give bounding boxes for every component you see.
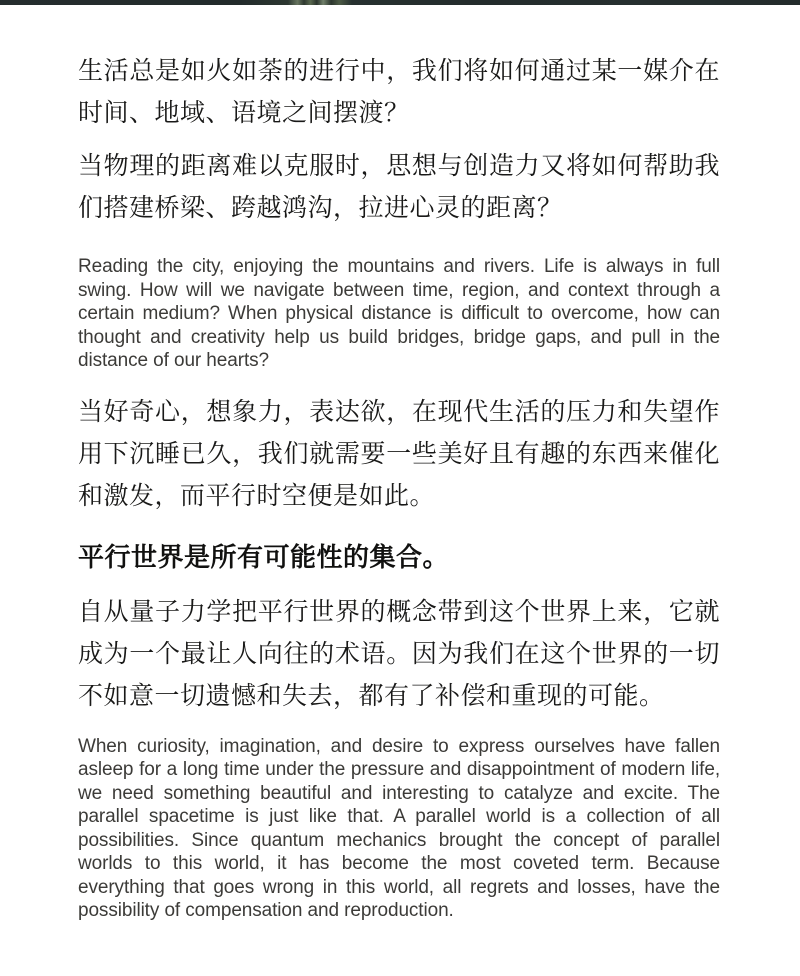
paragraph-zh-body-1: 当好奇心，想象力，表达欲，在现代生活的压力和失望作用下沉睡已久，我们就需要一些美好且有趣的东西来催化和激发，而平行时空便是如此。 (78, 397, 720, 510)
paragraph-zh-intro-2: 当物理的距离难以克服时，思想与创造力又将如何帮助我们搭建桥梁、跨越鸿沟，拉进心灵的距离？ (78, 152, 720, 222)
heading-parallel-worlds: 平行世界是所有可能性的集合。 (78, 541, 450, 572)
paragraph-en-translation-1: Reading the city, enjoying the mountains and rivers. Life is always in full swing. How will we navigate between time, region, and context through a certain medium? When physical distance is difficult to overcome, how can thought and creativity help us build bridges, bridge gaps, and pull in the distance of our hearts? (78, 256, 720, 371)
paragraph-zh-intro-1: 生活总是如火如荼的进行中，我们将如何通过某一媒介在时间、地域、语境之间摆渡？ (78, 57, 720, 127)
paragraph-en-translation-2: When curiosity, imagination, and desire to express ourselves have fallen asleep for a long time under the pressure and disappointment of modern life, we need something beautiful and interesting to catalyze and excite. The parallel spacetime is just like that. A parallel world is a collection of all possibilities. Since quantum mechanics brought the concept of parallel worlds to this world, it has become the most coveted term. Because everything that goes wrong in this world, all regrets and losses, have the possibility of compensation and reproduction. (78, 735, 720, 921)
paragraph-zh-body-2: 自从量子力学把平行世界的概念带到这个世界上来，它就成为一个最让人向往的术语。因为我们在这个世界的一切不如意一切遗憾和失去，都有了补偿和重现的可能。 (78, 597, 720, 710)
article-text-block (78, 0, 720, 923)
